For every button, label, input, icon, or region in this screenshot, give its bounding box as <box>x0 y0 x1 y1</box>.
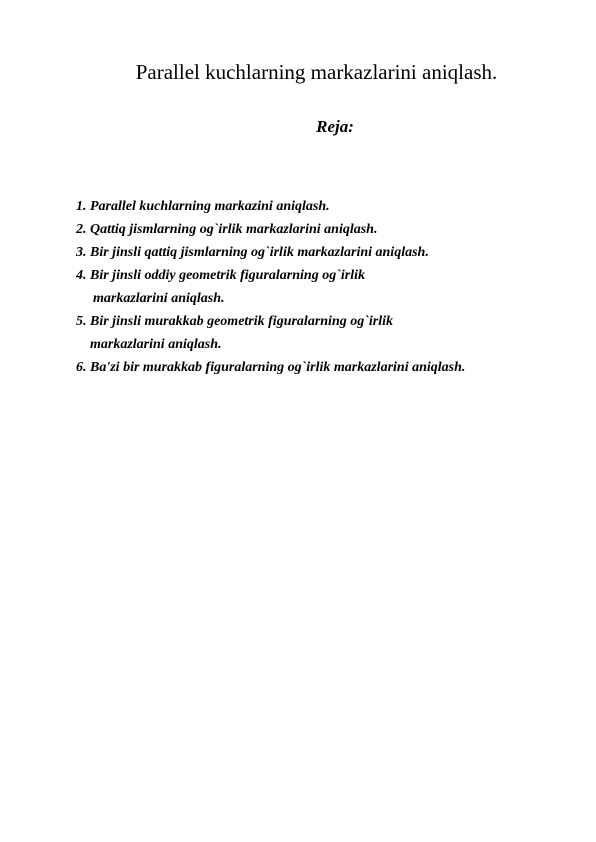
plan-item <box>76 218 576 241</box>
plan-item-text: 3. Bir jinsli qattiq jismlarning og`irlik markazlarini aniqlash. <box>76 245 429 260</box>
plan-item-text: 1. Parallel kuchlarning markazini aniqlash. <box>76 199 330 214</box>
plan-heading: Reja: <box>316 117 354 136</box>
plan-item-text: 5. Bir jinsli murakkab geometrik figuralarning og`irlik <box>76 314 394 329</box>
plan-item <box>76 264 576 310</box>
page-title: Parallel kuchlarning markazlarini aniqlash. <box>135 60 498 84</box>
plan-item-text: 4. Bir jinsli oddiy geometrik figuralarning og`irlik <box>76 268 365 283</box>
plan-item <box>76 356 576 379</box>
plan-list <box>76 195 576 379</box>
plan-item-continuation: markazlarini aniqlash. <box>90 337 222 352</box>
plan-item <box>76 195 576 218</box>
plan-item-text: 6. Ba'zi bir murakkab figuralarning og`irlik markazlarini aniqlash. <box>76 360 466 375</box>
plan-item <box>76 241 576 264</box>
plan-item <box>76 310 576 356</box>
plan-item-continuation: markazlarini aniqlash. <box>93 291 225 306</box>
plan-item-text: 2. Qattiq jismlarning og`irlik markazlarini aniqlash. <box>76 222 378 237</box>
